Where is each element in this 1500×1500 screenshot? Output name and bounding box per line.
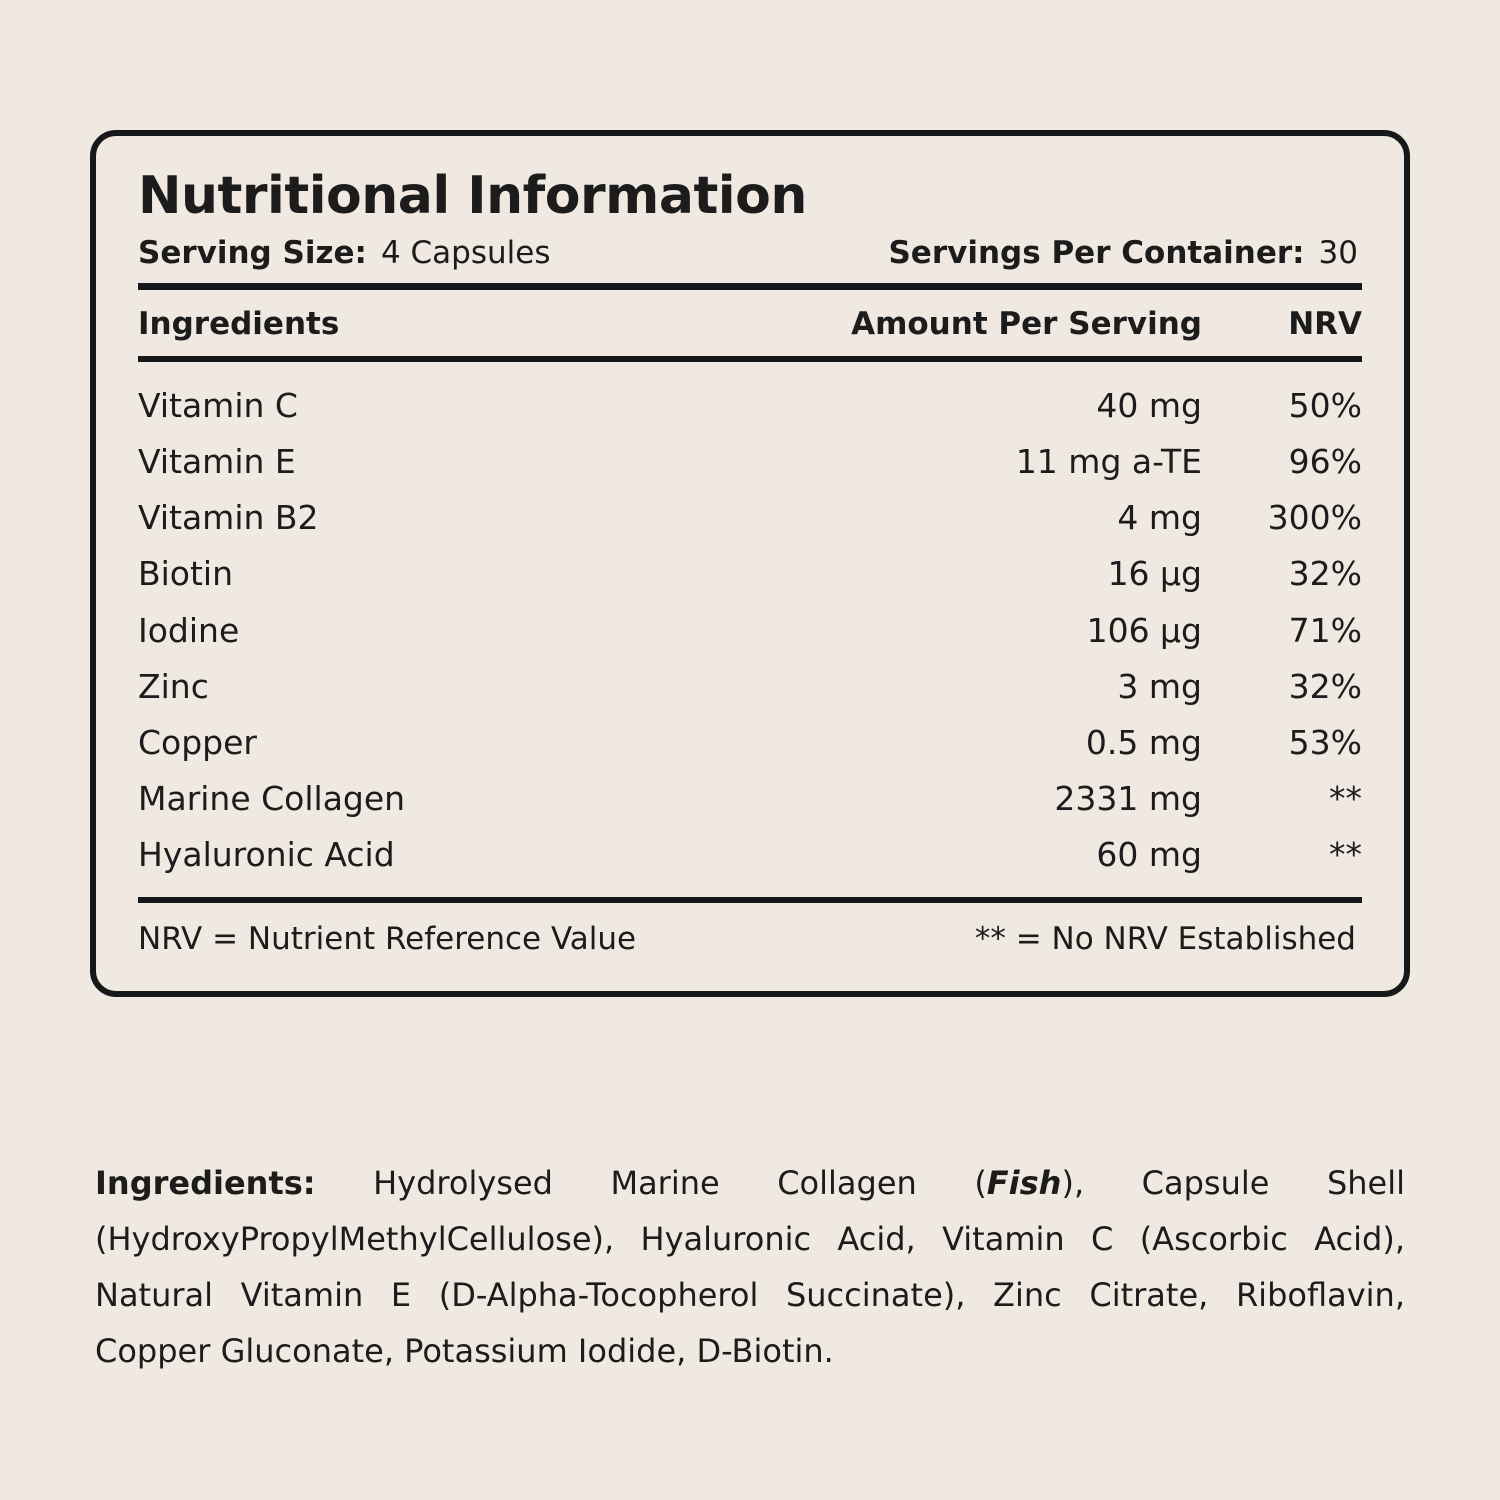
serving-size-value: 4 Capsules bbox=[380, 235, 551, 272]
nutritional-information-panel bbox=[90, 130, 1410, 997]
ingredients-text-before-fish: Hydrolysed Marine Collagen ( bbox=[373, 1164, 987, 1202]
row-amount: 0.5 mg bbox=[1085, 722, 1202, 762]
serving-size-label: Serving Size: bbox=[138, 235, 367, 272]
header-ingredients: Ingredients bbox=[138, 306, 340, 343]
ingredients-label: Ingredients: bbox=[95, 1164, 316, 1202]
servings-per-container-label: Servings Per Container: bbox=[888, 235, 1305, 272]
row-ingredient-name: Marine Collagen bbox=[138, 778, 406, 818]
serving-size-group bbox=[138, 235, 550, 271]
row-ingredient-name: Biotin bbox=[138, 554, 234, 594]
footnote-nrv-definition: NRV = Nutrient Reference Value bbox=[138, 921, 637, 958]
row-ingredient-name: Hyaluronic Acid bbox=[138, 834, 395, 874]
row-nrv: 300% bbox=[1267, 498, 1362, 538]
footnote-no-nrv: ** = No NRV Established bbox=[974, 921, 1356, 958]
row-amount: 2331 mg bbox=[1054, 778, 1202, 818]
header-nrv: NRV bbox=[1288, 306, 1362, 343]
footnote-row bbox=[138, 903, 1362, 957]
row-ingredient-name: Vitamin C bbox=[138, 386, 298, 426]
table-row bbox=[138, 490, 1362, 546]
ingredients-text-after-fish: ), Capsule Shell (HydroxyPropylMethylCellulose), Hyaluronic Acid, Vitamin C (Ascorbic Acid), Natural Vitamin E (D-Alpha-Tocopherol Succinate), Zinc Citrate, Riboflavin, Copper Gluconate, Potassium Iodide, D-Biotin. bbox=[95, 1164, 1405, 1370]
row-nrv: 32% bbox=[1288, 554, 1362, 594]
row-nrv: 96% bbox=[1288, 442, 1362, 482]
row-nrv: ** bbox=[1329, 778, 1362, 818]
nutrient-table-body bbox=[138, 362, 1362, 897]
row-ingredient-name: Iodine bbox=[138, 610, 240, 650]
panel-title: Nutritional Information bbox=[138, 166, 807, 226]
row-amount: 60 mg bbox=[1096, 834, 1202, 874]
table-row bbox=[138, 434, 1362, 490]
row-amount: 40 mg bbox=[1096, 386, 1202, 426]
row-nrv: 50% bbox=[1288, 386, 1362, 426]
row-nrv: ** bbox=[1329, 834, 1362, 874]
row-nrv: 32% bbox=[1288, 666, 1362, 706]
servings-per-container-value: 30 bbox=[1318, 235, 1358, 272]
table-row bbox=[138, 378, 1362, 434]
row-amount: 106 µg bbox=[1086, 610, 1202, 650]
row-ingredient-name: Copper bbox=[138, 722, 257, 762]
ingredients-paragraph bbox=[95, 1155, 1405, 1379]
table-row bbox=[138, 715, 1362, 771]
ingredients-fish-allergen: Fish bbox=[986, 1164, 1062, 1202]
header-amount-per-serving: Amount Per Serving bbox=[851, 306, 1202, 343]
row-nrv: 71% bbox=[1288, 610, 1362, 650]
row-amount: 3 mg bbox=[1117, 666, 1202, 706]
row-ingredient-name: Zinc bbox=[138, 666, 209, 706]
row-amount: 16 µg bbox=[1107, 554, 1202, 594]
row-nrv: 53% bbox=[1288, 722, 1362, 762]
table-row bbox=[138, 827, 1362, 883]
servings-per-container-group bbox=[888, 235, 1358, 271]
row-amount: 11 mg a-TE bbox=[1015, 442, 1202, 482]
table-header-row bbox=[138, 290, 1362, 356]
row-ingredient-name: Vitamin E bbox=[138, 442, 296, 482]
table-row bbox=[138, 546, 1362, 602]
table-row bbox=[138, 771, 1362, 827]
row-amount: 4 mg bbox=[1117, 498, 1202, 538]
table-row bbox=[138, 659, 1362, 715]
row-ingredient-name: Vitamin B2 bbox=[138, 498, 319, 538]
serving-info-row bbox=[138, 235, 1362, 271]
divider-top bbox=[138, 283, 1362, 290]
table-row bbox=[138, 603, 1362, 659]
